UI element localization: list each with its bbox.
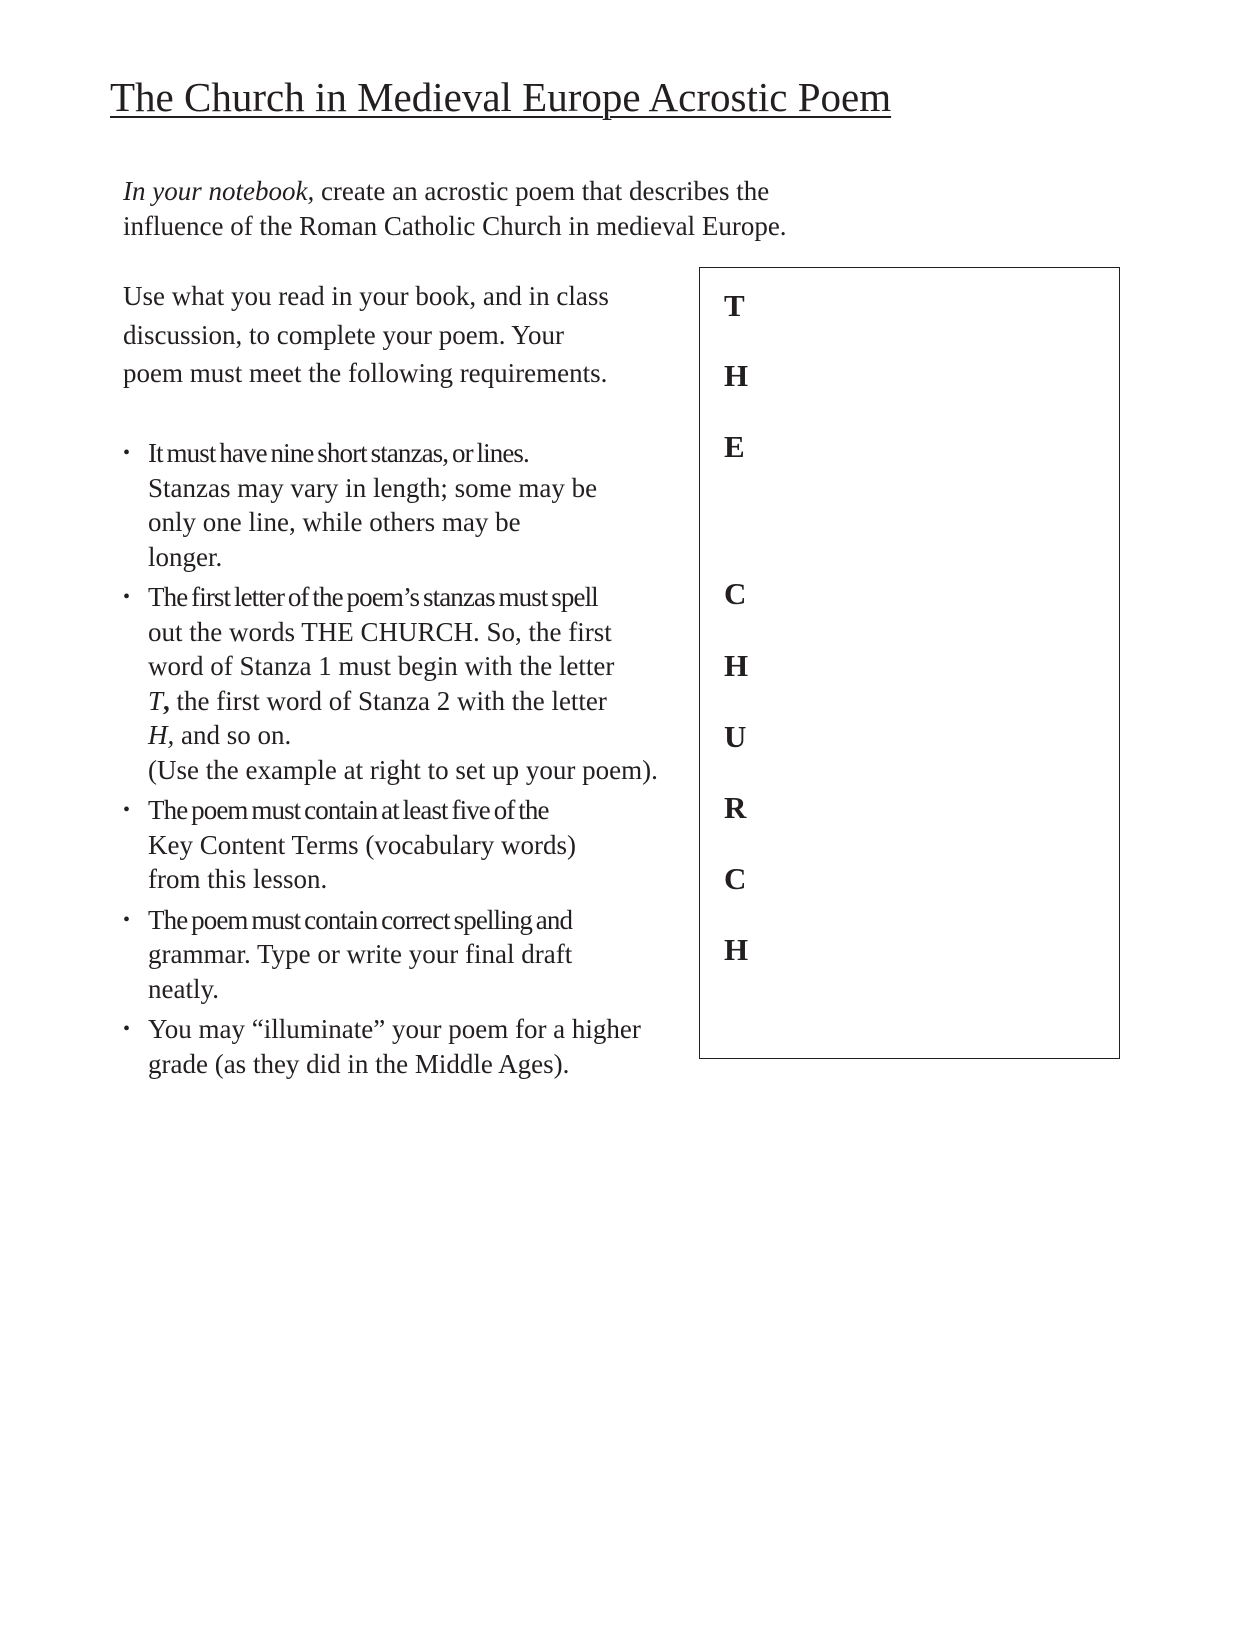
requirement-item <box>123 1012 703 1081</box>
requirement-line: Key Content Terms (vocabulary words) <box>148 829 577 860</box>
requirement-line: grammar. Type or write your final draft <box>148 939 573 969</box>
acrostic-letter: E <box>724 429 745 464</box>
intro-line1-rest: create an acrostic poem that describes the <box>314 176 770 206</box>
acrostic-letter: H <box>724 358 749 393</box>
requirements-list <box>123 436 703 1087</box>
instructions-line: Use what you read in your book, and in class <box>123 281 609 311</box>
requirement-line: word of Stanza 1 must begin with the letter <box>148 651 615 681</box>
bullet-icon: • <box>123 908 131 931</box>
acrostic-letter: H <box>724 932 749 967</box>
acrostic-letter: U <box>724 719 747 754</box>
requirement-item <box>123 793 703 897</box>
bullet-icon: • <box>123 799 131 821</box>
intro-paragraph <box>123 174 883 244</box>
acrostic-letter: C <box>724 576 747 611</box>
requirement-line: You may “illuminate” your poem for a higher <box>148 1014 641 1044</box>
requirement-line: out the words THE CHURCH. So, the first <box>148 616 612 647</box>
requirement-line: H, and so on. <box>148 720 292 750</box>
requirement-line: longer. <box>148 541 223 572</box>
acrostic-letter: C <box>724 861 747 896</box>
requirement-item <box>123 903 703 1007</box>
requirement-item <box>123 436 703 574</box>
requirement-line: It must have nine short stanzas, or lines. <box>148 438 529 468</box>
requirement-item <box>123 580 703 787</box>
requirement-line: T, the first word of Stanza 2 with the letter <box>148 685 607 716</box>
bullet-icon: • <box>123 442 131 464</box>
intro-italic-lead: In your notebook, <box>123 176 315 206</box>
acrostic-letter: R <box>724 790 747 825</box>
requirement-line: from this lesson. <box>148 864 328 894</box>
intro-line2: influence of the Roman Catholic Church in medieval Europe. <box>123 211 787 241</box>
requirement-line: (Use the example at right to set up your poem). <box>148 754 658 785</box>
page-title: The Church in Medieval Europe Acrostic Poem <box>110 74 892 120</box>
bullet-icon: • <box>123 586 131 608</box>
requirement-line: The poem must contain at least five of the <box>148 795 549 825</box>
letter-t-italic: T <box>148 685 164 716</box>
instructions-line: discussion, to complete your poem. Your <box>123 319 564 350</box>
acrostic-letter: T <box>724 288 745 323</box>
instructions-line: poem must meet the following requirements. <box>123 358 608 388</box>
requirement-line: only one line, while others may be <box>148 507 521 537</box>
instructions-paragraph <box>123 277 683 393</box>
bold-comma: , <box>163 685 170 716</box>
requirement-line: grade (as they did in the Middle Ages). <box>148 1048 570 1079</box>
requirement-line: neatly. <box>148 973 219 1004</box>
requirement-line: The first letter of the poem’s stanzas must spell <box>148 582 598 612</box>
letter-h-italic: H, <box>148 720 175 750</box>
requirement-line: The poem must contain correct spelling and <box>148 904 573 935</box>
acrostic-letter: H <box>724 648 749 683</box>
acrostic-example-box <box>699 267 1120 1059</box>
requirement-line: Stanzas may vary in length; some may be <box>148 472 598 503</box>
bullet-icon: • <box>123 1018 131 1040</box>
